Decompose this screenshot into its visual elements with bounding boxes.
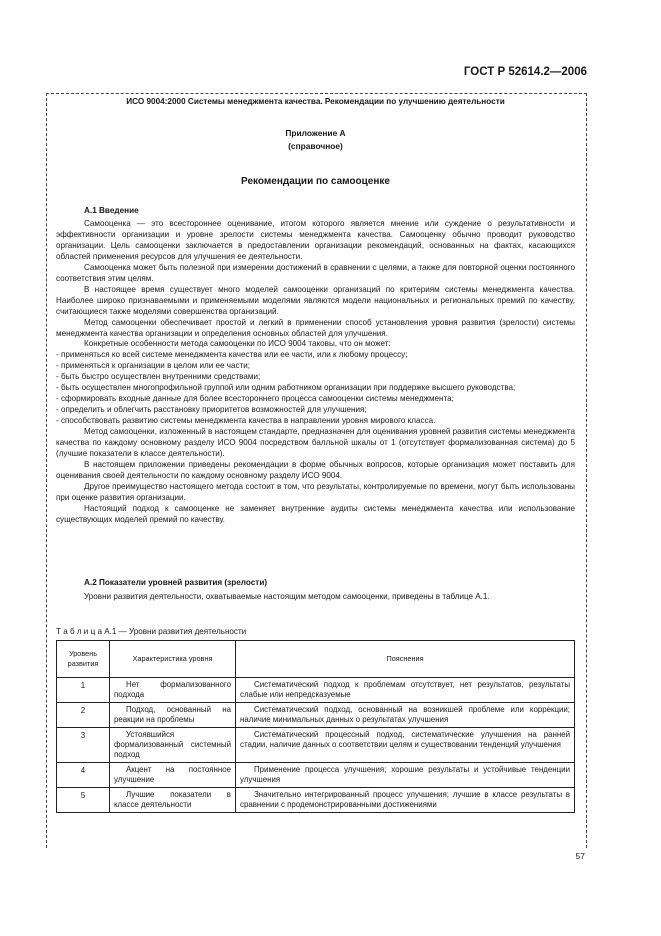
annex-label — [46, 127, 585, 152]
characteristic-cell: Акцент на постоянное улучшение — [110, 763, 236, 788]
document-title: Рекомендации по самооценке — [241, 176, 390, 187]
paragraph: Самооценка — это всестороннее оценивание, итогом которого является мнение или суждение о результативности и эффективности организации и уровне зрелости системы менеджмента качества. Самооценку обычно проводит руководство организации. Цель самооценки заключается в предоставлении организации рекомендаций, основанных на фактах, касающихся областей применения ресурсов для улучшения ее деятельности. — [56, 219, 575, 261]
table-header-row — [57, 641, 575, 678]
explanation-cell: Систематический процессный подход, систематические улучшения на ранней стадии, наличие данных о соответствии целям и существовании тенденций улучшения — [236, 728, 575, 763]
level-cell: 4 — [57, 763, 110, 788]
maturity-levels-table — [56, 640, 575, 813]
column-header: Уровень развития — [57, 641, 110, 678]
paragraph: Метод самооценки, изложенный в настоящем стандарте, предназначен для оценивания уровней развития системы менеджмента качества по каждому основному разделу ИСО 9004 посредством балльной шкалы от 1 (отсутствует формализованная система) до 5 (лучшие показатели в классе деятельности). — [56, 427, 575, 459]
list-item: - определить и облегчить расстановку приоритетов возможностей для улучшения; — [56, 405, 367, 415]
section-heading-a2: А.2 Показатели уровней развития (зрелости) — [84, 578, 268, 587]
iso-reference-title: ИСО 9004:2000 Системы менеджмента качества. Рекомендации по улучшению деятельности — [126, 97, 505, 106]
table-caption: Т а б л и ц а А.1 — Уровни развития деятельности — [56, 627, 247, 636]
paragraph: В настоящем приложении приведены рекомендации в форме обычных вопросов, которые организация может поставить для оценивания своей деятельности по каждому основному разделу ИСО 9004. — [56, 459, 575, 480]
list-item: - быть быстро осуществлен внутренними средствами; — [56, 372, 261, 382]
level-cell: 5 — [57, 788, 110, 813]
paragraph: В настоящее время существует много моделей самооценки организаций по критериям системы менеджмента качества. Наиболее широко признаваемыми и применяемыми моделями являются модели национальных и региональных премий по качеству, считающиеся также моделями совершенства организаций. — [56, 284, 575, 316]
list-item: - быть осуществлен многопрофильной группой или одним работником организации при поддержке высшего руководства; — [56, 383, 516, 393]
standard-number: ГОСТ Р 52614.2—2006 — [463, 66, 587, 78]
paragraph: Уровни развития деятельности, охватываемые настоящим методом самооценки, приведены в таблице А.1. — [84, 592, 490, 601]
annex-line: Приложение А — [285, 128, 346, 138]
characteristic-cell: Устоявшийся формализованный системный подход — [110, 728, 236, 763]
characteristic-cell: Нет формализованного подхода — [110, 678, 236, 703]
explanation-cell: Систематический подход, основанный на возникшей проблеме или коррекции; наличие минимальных данных о результатах улучшения — [236, 703, 575, 728]
column-header: Характеристика уровня — [110, 641, 236, 678]
table-row — [57, 763, 575, 788]
paragraph: Метод самооценки обеспечивает простой и легкий в применении способ установления уровня развития (зрелости) системы менеджмента качества организации и определения основных областей для улучшения. — [56, 317, 575, 338]
list-item: - сформировать входные данные для более всестороннего процесса самооценки системы менеджмента; — [56, 394, 454, 404]
paragraph: Самооценка может быть полезной при измерении достижений в сравнении с целями, а также для повторной оценки постоянного соответствия этим целям. — [56, 262, 575, 283]
paragraph: Настоящий подход к самооценке не заменяет внутренние аудиты системы менеджмента качества или использование существующих моделей премий по качеству. — [56, 503, 575, 524]
characteristic-cell: Лучшие показатели в классе деятельности — [110, 788, 236, 813]
section-a1-body — [56, 219, 575, 526]
table-row — [57, 678, 575, 703]
list-item: - применяться ко всей системе менеджмента качества или ее части, или к любому процессу; — [56, 350, 408, 360]
table-row — [57, 788, 575, 813]
paragraph: Конкретные особенности метода самооценки по ИСО 9004 таковы, что он может: — [84, 339, 391, 349]
section-heading-a1: А.1 Введение — [84, 206, 139, 215]
section-a2-body — [56, 592, 575, 603]
characteristic-cell: Подход, основанный на реакции на проблемы — [110, 703, 236, 728]
page-number: 57 — [575, 851, 585, 861]
paragraph: Другое преимущество настоящего метода состоит в том, что результаты, контролируемые по времени, могут быть использованы при оценке развития организации. — [56, 481, 575, 502]
explanation-cell: Применение процесса улучшения; хорошие результаты и устойчивые тенденции улучшения — [236, 763, 575, 788]
level-cell: 1 — [57, 678, 110, 703]
list-item: - применяться к организации в целом или ее части; — [56, 361, 251, 371]
table-row — [57, 703, 575, 728]
explanation-cell: Значительно интегрированный процесс улучшения; лучшие в классе результаты в сравнении с продемонстрированными достижениями — [236, 788, 575, 813]
explanation-cell: Систематический подход к проблемам отсутствует, нет результатов, результаты слабые или непредсказуемые — [236, 678, 575, 703]
annex-type: (справочное) — [288, 140, 343, 151]
table-row — [57, 728, 575, 763]
level-cell: 3 — [57, 728, 110, 763]
column-header: Пояснения — [236, 641, 575, 678]
level-cell: 2 — [57, 703, 110, 728]
list-item: - способствовать развитию системы менеджмента качества в направлении уровня мирового класса. — [56, 416, 436, 426]
